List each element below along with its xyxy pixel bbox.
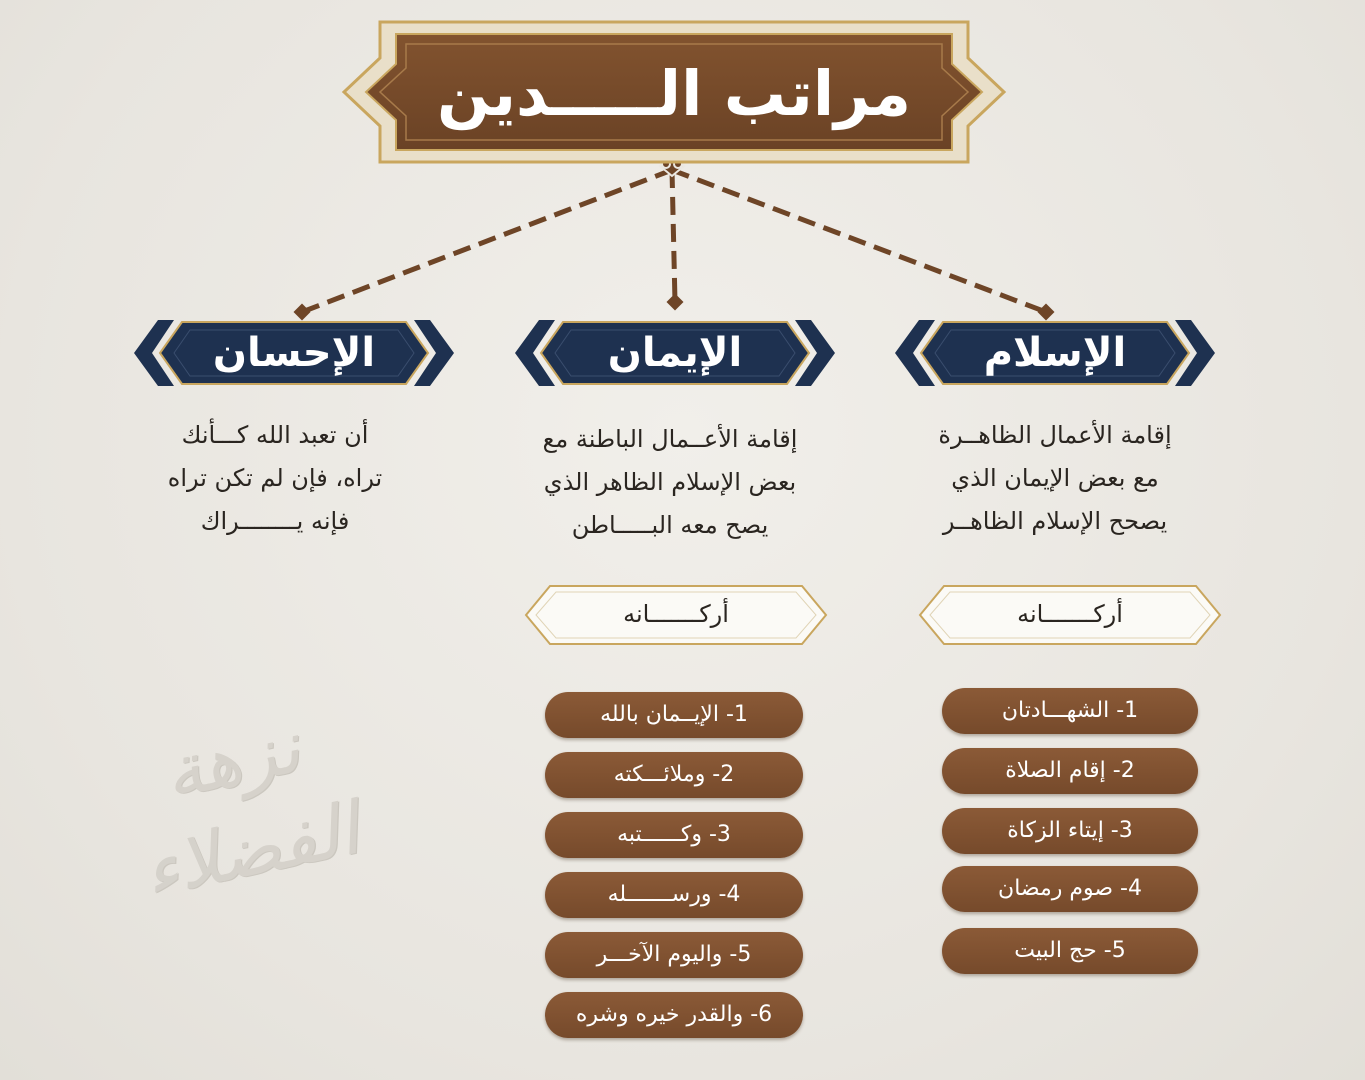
level-banner-islam xyxy=(895,318,1215,388)
description-line: يصح معه البـــــاطن xyxy=(571,511,769,539)
connector-node-iman xyxy=(667,294,684,311)
connector-to-ihsan xyxy=(302,170,672,312)
pillar-item-iman: 4- ورســـــــله xyxy=(545,872,803,918)
description-line: فإنه يــــــــراك xyxy=(200,507,350,535)
page-title: مراتب الـــــدين xyxy=(436,57,912,130)
level-title-islam: الإسلام xyxy=(983,330,1127,376)
pillar-item-islam: 3- إيتاء الزكاة xyxy=(942,808,1198,854)
pillar-item-iman: 1- الإيــمان بالله xyxy=(545,692,803,738)
description-line: يصحح الإسلام الظاهــر xyxy=(942,507,1168,535)
title-banner xyxy=(340,18,1008,166)
calligraphy-watermark-logo xyxy=(95,688,401,987)
pillars-label-islam xyxy=(918,582,1222,648)
level-title-iman: الإيمان xyxy=(607,330,743,376)
watermark-line: نزهة xyxy=(156,704,307,815)
pillars-label-iman xyxy=(524,582,828,648)
connector-to-islam xyxy=(672,170,1046,312)
description-islam xyxy=(905,414,1205,543)
description-line: بعض الإسلام الظاهر الذي xyxy=(543,468,797,496)
pillar-item-iman: 6- والقدر خيره وشره xyxy=(545,992,803,1038)
description-line: إقامة الأعــمال الباطنة مع xyxy=(542,425,798,453)
description-line: مع بعض الإيمان الذي xyxy=(951,464,1159,492)
description-iman xyxy=(510,418,830,547)
pillars-label-text: أركـــــــانه xyxy=(623,600,729,628)
level-title-ihsan: الإحسان xyxy=(212,330,376,376)
pillar-item-islam: 5- حج البيت xyxy=(942,928,1198,974)
pillars-label-text: أركـــــــانه xyxy=(1017,600,1123,628)
pillar-item-iman: 5- واليوم الآخـــر xyxy=(545,932,803,978)
description-line: تراه، فإن لم تكن تراه xyxy=(167,464,383,492)
connector-to-iman xyxy=(672,170,675,302)
level-banner-iman xyxy=(515,318,835,388)
level-banner-ihsan xyxy=(134,318,454,388)
watermark-line: الفضلاء xyxy=(135,786,366,914)
pillar-item-islam: 1- الشهـــادتان xyxy=(942,688,1198,734)
pillar-item-islam: 2- إقام الصلاة xyxy=(942,748,1198,794)
pillar-item-iman: 2- وملائـــكته xyxy=(545,752,803,798)
pillar-item-islam: 4- صوم رمضان xyxy=(942,866,1198,912)
description-line: أن تعبد الله كـــأنك xyxy=(181,421,369,449)
pillar-item-iman: 3- وكــــــتبه xyxy=(545,812,803,858)
description-line: إقامة الأعمال الظاهــرة xyxy=(938,421,1172,449)
description-ihsan xyxy=(140,414,410,543)
